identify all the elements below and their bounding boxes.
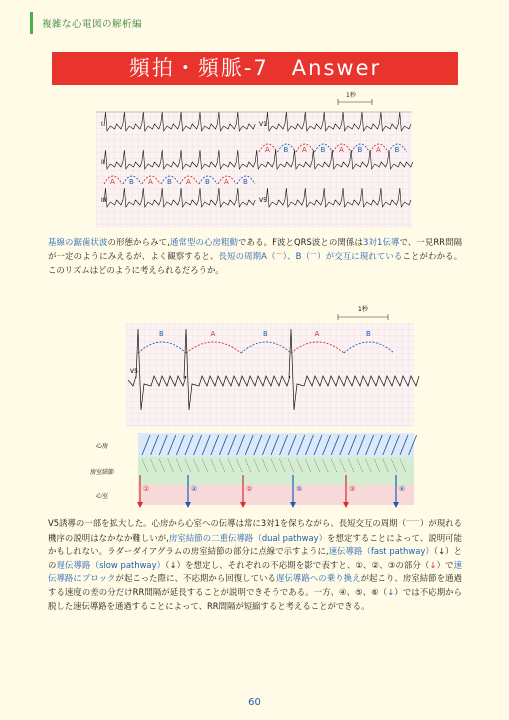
paragraph-2: V5誘導の一部を拡大した。心房から心室への伝導は常に3対1を保ちながら、長短交互の周期（⌒⌒）が現れる機序の説明はなかなか難しいが,房室結節の二重伝導路（dual pathway）を想定することによって、説明可能かもしれない。ラダーダイアグラムの房室結節の部分に点線で示すように,速伝導路（fast pathway）（↓）との遅伝導路（slow pathway）（↓）を想定し、それぞれの不応期を影で表すと、①、②、③の部分（↓）で速伝導路にブロックが起こった際に、不応期から回復している遅伝導路への乗り換えが起こり、房室結節を通過する速度の差の分だけRR間隔が延長することが説明できそうである。一方、④、⑤、⑥（↓）では不応期から脱した速伝導路を通過することによって、RR間隔が短縮すると考えることができる。 <box>48 518 463 611</box>
ladder-row-ventricle: 心室 <box>96 493 109 500</box>
ecg2-arc-label: A <box>210 330 216 338</box>
ladder-row-atrium: 心房 <box>96 443 109 450</box>
ecg1-top-label: A <box>302 146 307 154</box>
arc-b-icon: ⌒ <box>310 252 318 261</box>
ecg2-scale-label: 1秒 <box>358 306 368 313</box>
ecg1-top-label: B <box>283 146 289 154</box>
ecg1-top-label: A <box>339 146 344 154</box>
ecg2-arc-label: B <box>263 330 268 338</box>
ecg1-bottom-label: A <box>110 178 115 186</box>
ecg2-arc-label: A <box>314 330 320 338</box>
page-number: 60 <box>248 697 261 708</box>
section-header: 複雑な心電図の解析編 <box>42 19 143 30</box>
conduction-label: ⑥ <box>399 485 406 493</box>
lead-label-I: I <box>101 121 103 128</box>
alternating-arc-icon: ⌒⌒ <box>405 520 420 528</box>
ecg2-lead-label: V5 <box>130 368 138 375</box>
ecg1-top-label: A <box>265 146 270 154</box>
ecg1-bottom-label: A <box>148 178 153 186</box>
lead-label-II: II <box>101 159 105 166</box>
ecg-figure-2 <box>90 305 416 512</box>
ecg-figure-1 <box>96 92 412 228</box>
page-title: 頻拍・頻脈-7 Answer <box>52 52 458 85</box>
ecg1-top-label: A <box>376 146 381 154</box>
lead-label-III: III <box>101 197 107 204</box>
ecg1-bottom-label: B <box>129 178 134 186</box>
ecg2-arc-label: B <box>159 330 164 338</box>
ecg1-top-label: B <box>320 146 326 154</box>
lead-label-V5: V5 <box>259 197 267 204</box>
lead-label-V1: V1 <box>259 121 267 128</box>
ecg1-bottom-label: A <box>224 178 229 186</box>
ecg1-bottom-label: B <box>243 178 248 186</box>
ecg1-scale-label: 1秒 <box>346 92 356 99</box>
conduction-label: ④ <box>191 485 198 493</box>
ecg1-top-label: B <box>357 146 363 154</box>
arc-a-icon: ⌒ <box>275 252 283 261</box>
ecg1-bottom-label: A <box>186 178 191 186</box>
ecg2-arc-label: B <box>366 330 371 338</box>
ladder-row-av-node: 房室結節 <box>90 469 115 476</box>
conduction-label: ② <box>246 485 253 493</box>
ecg1-top-label: B <box>394 146 400 154</box>
ecg1-bottom-label: B <box>167 178 172 186</box>
conduction-label: ③ <box>349 485 356 493</box>
ecg1-bottom-label: B <box>205 178 210 186</box>
section-marker <box>30 12 33 34</box>
paragraph-1: 基線の鋸歯状波の形態からみて,通常型の心房粗動である。F波とQRS波との関係は3対1伝導で、一見RR間隔が一定のようにみえるが、よく観察すると、長短の周期A（⌒）、B（⌒）が交互に現れていることがわかる。このリズムはどのように考えられるだろうか。 <box>48 237 463 276</box>
conduction-label: ① <box>143 485 150 493</box>
conduction-label: ⑤ <box>296 485 303 493</box>
